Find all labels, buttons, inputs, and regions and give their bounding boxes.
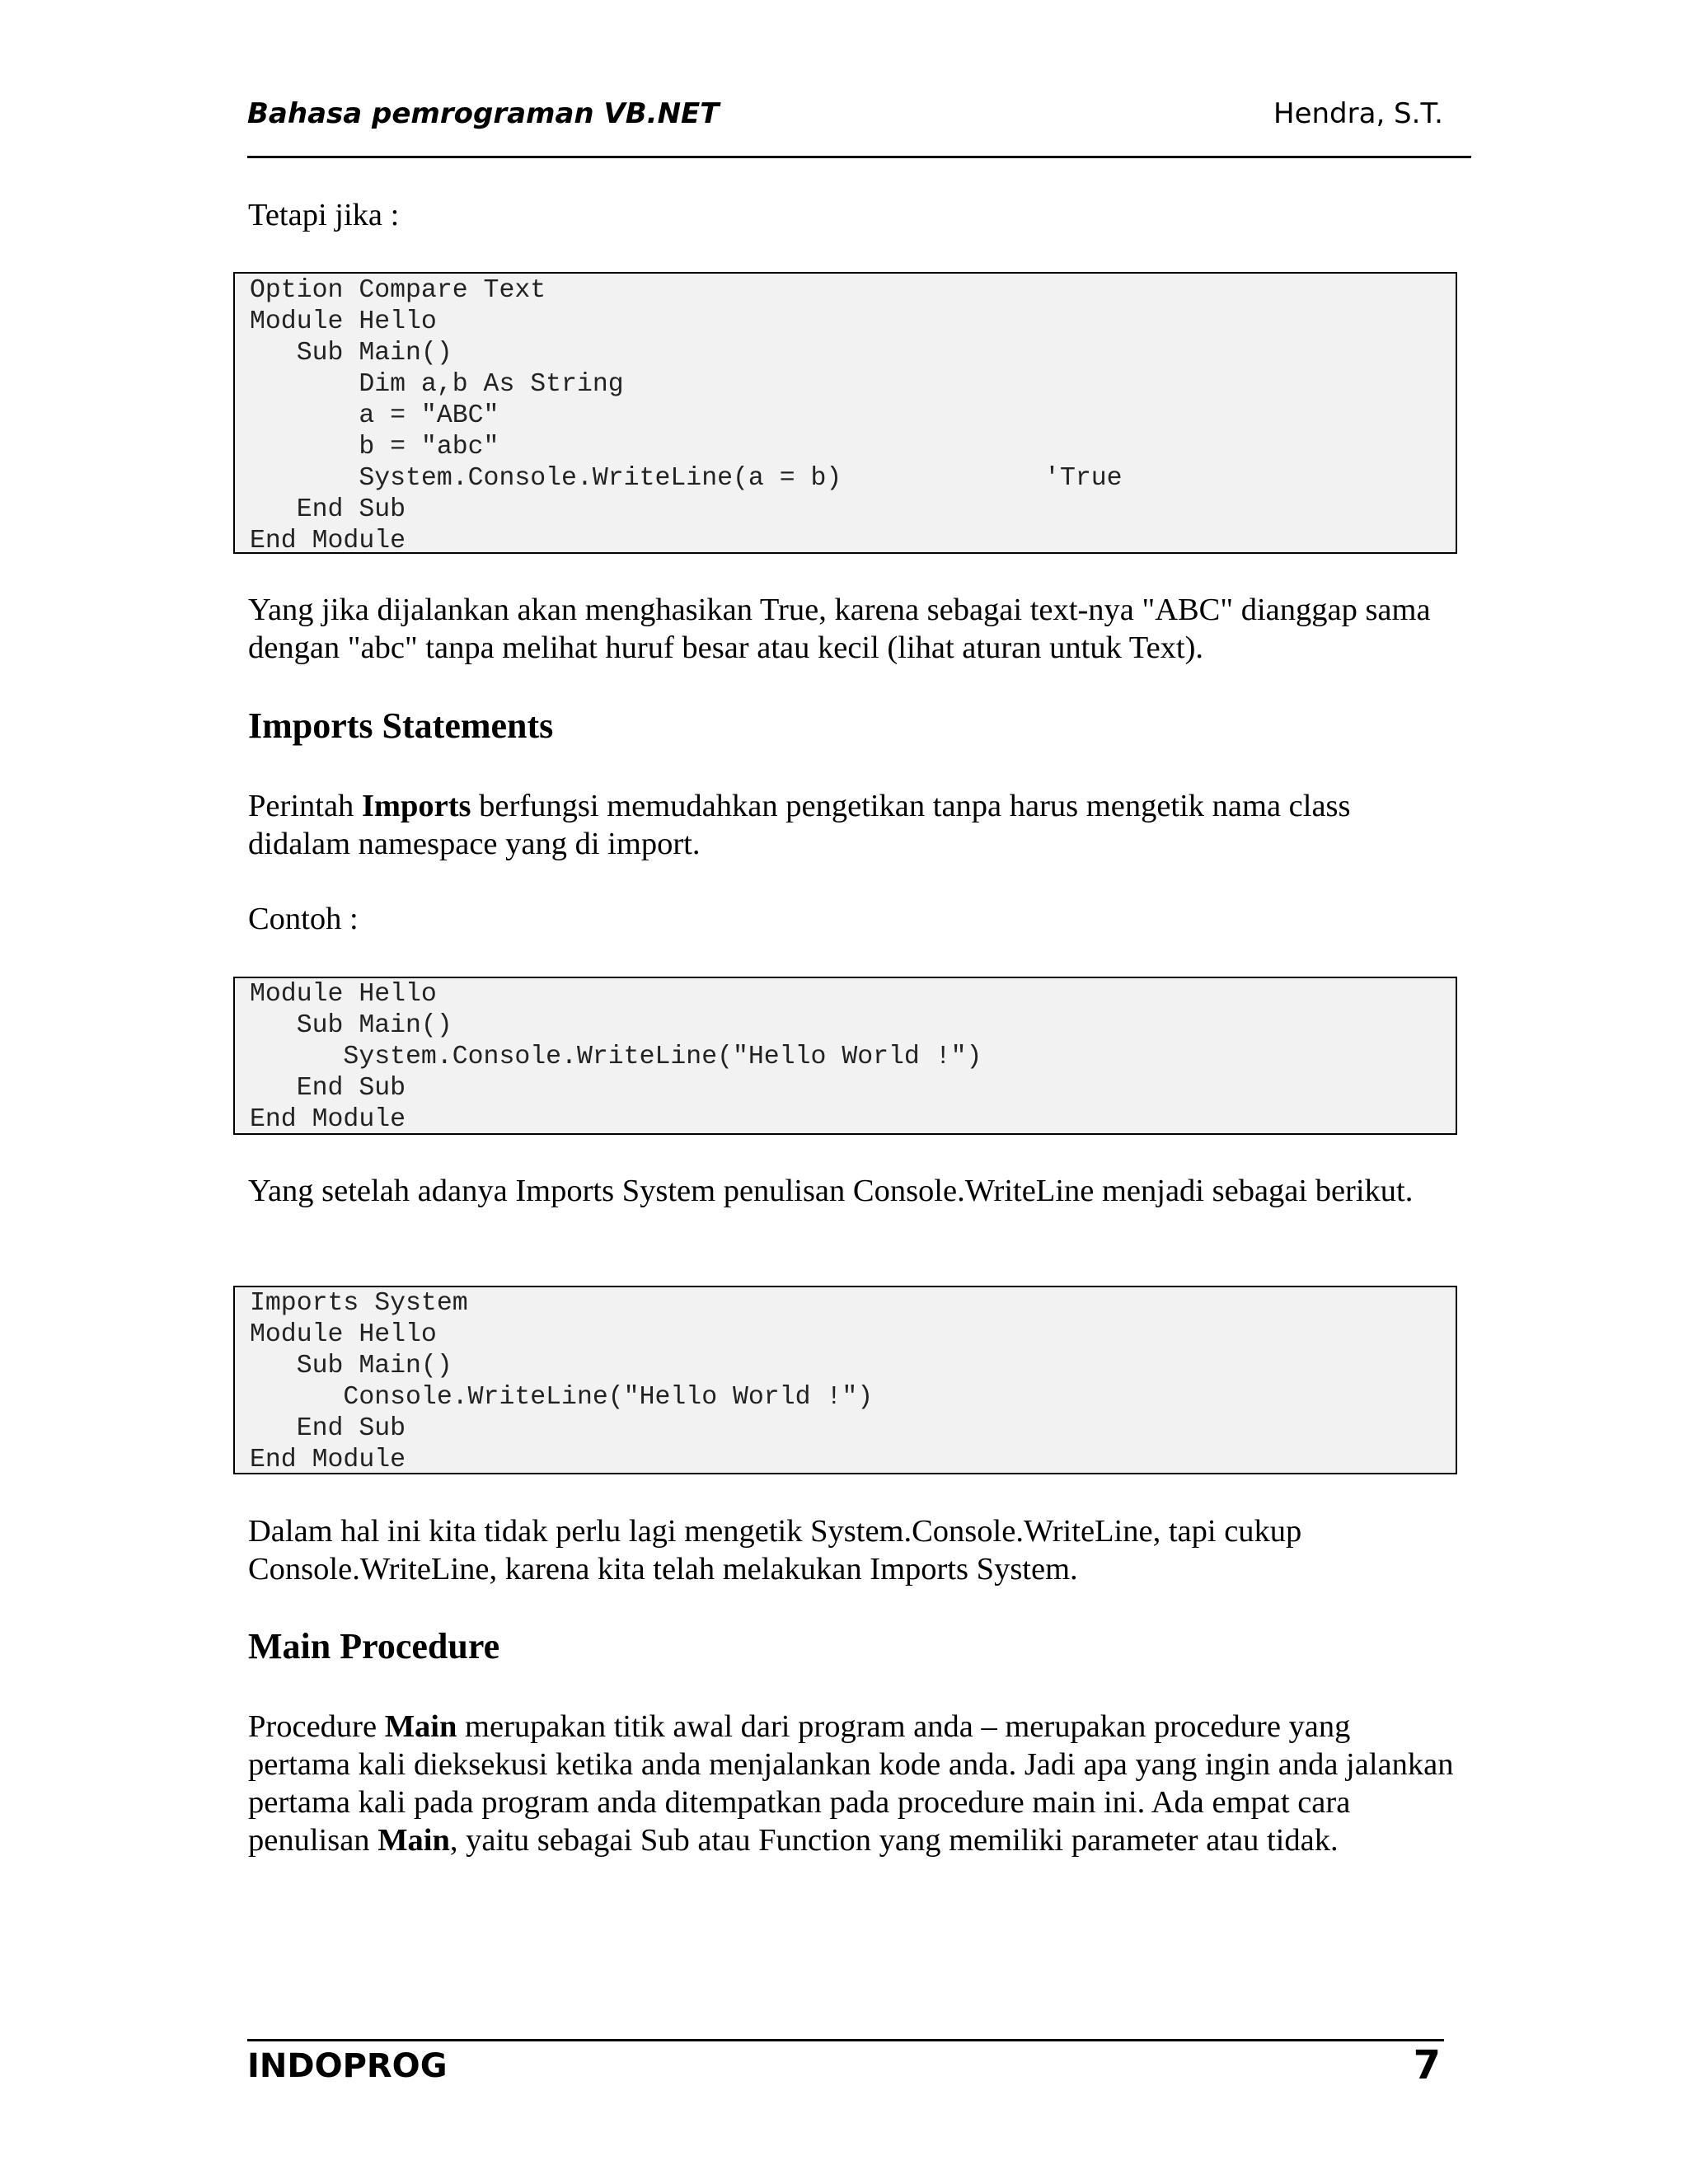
- footer-rule: [247, 2039, 1444, 2041]
- keyword-imports: Imports: [361, 789, 471, 823]
- code-block-option-compare: [233, 272, 1457, 554]
- code-line: End Module: [250, 527, 406, 555]
- main-text-2: merupakan titik awal dari program anda – merupakan procedure yang pertama kali dieksekusi ketika anda menjalankan kode anda. Jadi apa yang ingin anda jalankan pertama kali pada program anda ditempatkan pada procedure main ini. Ada empat cara penulisan: [248, 1709, 1454, 1858]
- code-block-hello-world-full: [233, 977, 1457, 1135]
- code-line: System.Console.WriteLine(a = b) 'True: [250, 464, 1123, 493]
- paragraph-imports-system: Yang setelah adanya Imports System penulisan Console.WriteLine menjadi sebagai berikut.: [248, 1174, 1414, 1208]
- heading-imports-statements: Imports Statements: [248, 705, 554, 746]
- page-number: 7: [1413, 2042, 1441, 2088]
- paragraph-imports-conclusion: Dalam hal ini kita tidak perlu lagi mengetik System.Console.WriteLine, tapi cukup Console.WriteLine, karena kita telah melakukan Imports System.: [248, 1514, 1302, 1586]
- heading-main-procedure: Main Procedure: [248, 1626, 500, 1666]
- code-line: Dim a,b As String: [250, 370, 624, 399]
- header-rule: [247, 156, 1471, 158]
- example-label: Contoh :: [248, 902, 359, 936]
- intro-text: Tetapi jika :: [248, 198, 400, 232]
- code-line: End Sub: [250, 495, 406, 524]
- code-line: Module Hello: [250, 1320, 437, 1349]
- code-line: End Sub: [250, 1074, 406, 1103]
- code-line: Module Hello: [250, 980, 437, 1009]
- code-line: End Module: [250, 1105, 406, 1134]
- paragraph-imports-text-after: berfungsi memudahkan pengetikan tanpa harus mengetik nama class didalam namespace yang di import.: [248, 789, 1351, 861]
- code-line: Console.WriteLine("Hello World !"): [250, 1383, 874, 1412]
- code-line: Sub Main(): [250, 1011, 452, 1040]
- paragraph-true-explanation: Yang jika dijalankan akan menghasikan True, karena sebagai text-nya "ABC" dianggap sama dengan "abc" tanpa melihat huruf besar atau kecil (lihat aturan untuk Text).: [248, 593, 1431, 665]
- main-text-1: Procedure: [248, 1709, 385, 1744]
- paragraph-imports-text-before: Perintah: [248, 789, 362, 823]
- code-line: End Module: [250, 1446, 406, 1474]
- code-line: b = "abc": [250, 433, 499, 462]
- code-line: Sub Main(): [250, 339, 452, 368]
- footer-publisher: INDOPROG: [247, 2047, 448, 2085]
- keyword-main-2: Main: [377, 1823, 450, 1858]
- code-line: Imports System: [250, 1289, 468, 1318]
- code-line: Module Hello: [250, 307, 437, 336]
- header-title: Bahasa pemrograman VB.NET: [247, 97, 720, 130]
- paragraph-imports-description: [248, 787, 1460, 863]
- code-line: Sub Main(): [250, 1352, 452, 1380]
- code-line: Option Compare Text: [250, 276, 546, 305]
- main-text-3: , yaitu sebagai Sub atau Function yang memiliki parameter atau tidak.: [449, 1823, 1339, 1858]
- code-line: End Sub: [250, 1414, 406, 1443]
- header-author: Hendra, S.T.: [1273, 97, 1443, 130]
- keyword-main-1: Main: [384, 1709, 457, 1744]
- paragraph-main-procedure: [248, 1708, 1460, 1859]
- code-line: a = "ABC": [250, 401, 499, 430]
- code-block-hello-world-imports: [233, 1286, 1457, 1474]
- code-line: System.Console.WriteLine("Hello World !"): [250, 1043, 982, 1071]
